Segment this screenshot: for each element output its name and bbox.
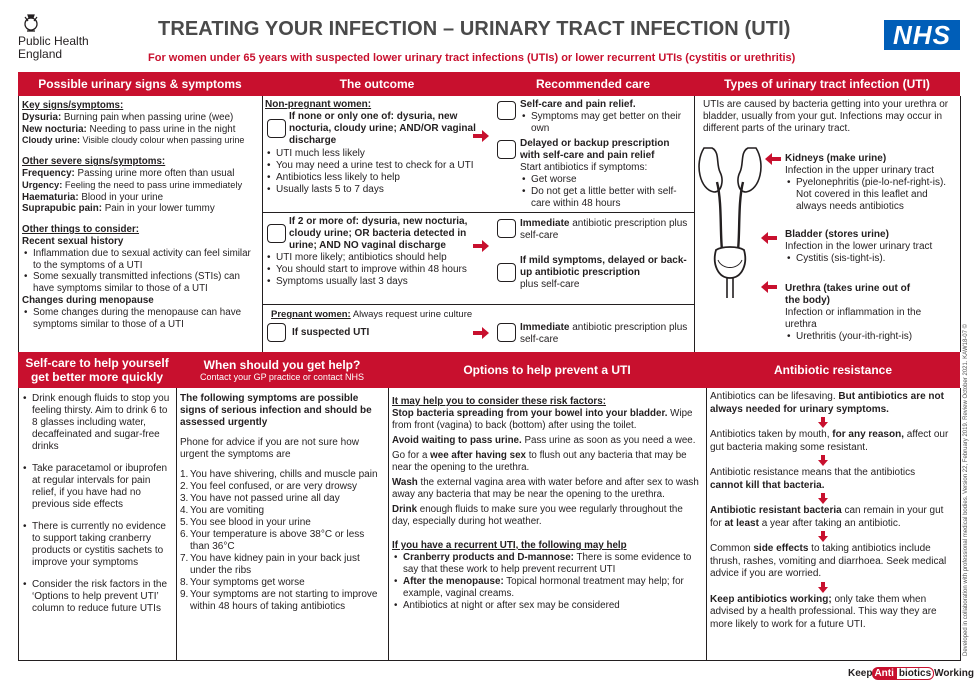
list-item: • After the menopause: Topical hormonal treatment may help; for example, vaginal creams. [392,576,702,600]
list-item: 3. You have not passed urine all day [180,493,340,504]
list-item: • Drink enough fluids to stop you feeling thirsty. Aim to drink 6 to 8 glasses including water, decaffeinated and sugar-free drinks [21,393,174,453]
prevent-section [392,396,702,612]
outcome-pregnant: Pregnant women: Always request urine culture [271,309,473,320]
help-section [180,393,386,613]
org-name-line2: England [18,47,63,61]
list-item: • Urethritis (your-ith-right-is) [785,331,925,343]
arrow-down-icon [818,531,828,542]
col-header-prevent: Options to help prevent a UTI [388,352,706,388]
resistance-section [710,391,950,631]
col-header-signs: Possible urinary signs & symptoms [18,72,262,96]
col-header-help: When should you get help? Contact your GP practice or contact NHS [176,352,388,388]
list-item: • UTI more likely; antibiotics should help [265,252,489,264]
care-selfcare: Self-care and pain relief. • Symptoms may get better on their own [520,99,692,135]
list-item: 5. You see blood in your urine [180,517,311,528]
arrow-right-icon [473,130,489,142]
arrow-down-icon [818,417,828,428]
list-item: • There is currently no evidence to support taking cranberry products or cystitis sachets to improve your symptoms [21,521,174,569]
checkbox-care3[interactable] [497,219,516,238]
resistance-step: Antibiotics taken by mouth, for any reason, affect our gut bacteria making some resistant. [710,429,949,453]
resistance-step: Common side effects to taking antibiotics include thrush, rashes, vomiting and diarrhoea. Seek medical advice if you are worried. [710,543,947,579]
list-item: 7. You have kidney pain in your back just under the ribs [180,553,360,576]
arrow-right-icon [473,240,489,252]
list-item: • Consider the risk factors in the ‘Options to help prevent UTI’ column to reduce future UTIs [21,579,174,615]
checkbox-care2[interactable] [497,140,516,159]
nhs-logo: NHS [884,20,960,50]
page-subtitle: For women under 65 years with suspected lower urinary tract infections (UTIs) or lower recurrent UTIs (cystitis or urethritis) [148,52,796,64]
key-sign-item: Cloudy urine: Visible cloudy colour when passing urine [22,135,245,146]
key-sign-item: Dysuria: Burning pain when passing urine (wee) [22,111,234,123]
types-bladder: Bladder (stores urine) Infection in the lower urinary tract • Cystitis (sis-tight-is). [785,229,953,265]
arrow-down-icon [818,582,828,593]
help-warning: The following symptoms are possible signs of serious infection and should be assessed urgently [180,393,372,428]
sexual-history-heading: Recent sexual history [22,235,124,247]
case2-title: If 2 or more of: dysuria, new nocturia, cloudy urine; OR bacteria detected in urine; AND NO vaginal discharge [289,216,468,251]
list-item: • Some changes during the menopause can have symptoms similar to those of a UTI [22,307,260,331]
care-mild: If mild symptoms, delayed or back-up antibiotic prescription plus self-care [520,255,687,290]
checkbox-care5[interactable] [497,323,516,342]
list-item: • Symptoms usually last 3 days [265,276,489,288]
col-header-selfcare: Self-care to help yourself get better more quickly [18,352,176,388]
phe-logo [18,12,108,62]
list-item: • Cranberry products and D-mannose: There is some evidence to say that these work to help prevent recurrent UTI [392,552,702,576]
severe-sign-item: Suprapubic pain: Pain in your lower tummy [22,203,215,215]
recurrent-heading: If you have a recurrent UTI, the following may help [392,540,627,551]
list-item: • Antibiotics less likely to help [265,172,489,184]
list-item: 1. You have shivering, chills and muscle pain [180,469,378,480]
risk-factors-heading: It may help you to consider these risk factors: [392,396,606,407]
list-item: • Inflammation due to sexual activity can feel similar to the symptoms of a UTI [22,248,260,272]
arrow-left-icon [757,281,781,293]
col-header-outcome: The outcome [262,72,492,96]
severe-sign-item: Urgency: Feeling the need to pass urine immediately [22,179,243,190]
checkbox-care4[interactable] [497,263,516,282]
list-item: • Usually lasts 5 to 7 days [265,184,489,196]
list-item: • You should start to improve within 48 hours [265,264,489,276]
outcome-case2 [265,216,489,288]
case1-title: If none or only one of: dysuria, new nocturia, cloudy urine; AND/OR vaginal discharge [289,111,476,146]
list-item: • Cystitis (sis-tight-is). [785,253,953,265]
selfcare-section [21,393,174,615]
key-signs-heading: Key signs/symptoms: [22,100,124,111]
case3-title: If suspected UTI [292,327,370,338]
resistance-step: Keep antibiotics working; only take them when advised by a health professional. This way they are more likely to work for a future UTI. [710,593,937,630]
care-immediate-1: Immediate antibiotic prescription plus self-care [520,218,688,241]
resistance-step: Antibiotic resistant bacteria can remain in your gut for at least a year after taking an antibiotic. [710,505,944,529]
list-item: • Do not get a little better with self-care within 48 hours [520,186,692,210]
types-intro: UTIs are caused by bacteria getting into your urethra or bladder, usually from your gut. Infections may occur in different parts of the urinary tract. [703,99,949,134]
severe-signs-heading: Other severe signs/symptoms: [22,156,166,168]
list-item: • Symptoms may get better on their own [520,111,692,135]
severe-sign-item: Haematuria: Blood in your urine [22,191,164,203]
help-intro: Phone for advice if you are not sure how urgent the symptoms are [180,437,359,460]
arrow-left-icon [757,232,781,244]
severe-sign-item: Frequency: Passing urine more often than usual [22,167,235,179]
col-header-types: Types of urinary tract infection (UTI) [694,72,960,96]
prevent-item: Drink enough fluids to make sure you wee regularly throughout the day, especially during hot weather. [392,504,683,527]
key-sign-item: New nocturia: Needing to pass urine in the night [22,123,236,135]
checkbox-case2[interactable] [267,224,286,243]
nonpregnant-heading: Non-pregnant women: [265,99,372,110]
arrow-down-icon [818,455,828,466]
types-urethra: Urethra (takes urine out of the body) Infection or inflammation in the urethra • Urethritis (your-ith-right-is) [785,283,925,343]
arrow-down-icon [818,493,828,504]
consider-heading: Other things to consider: [22,224,140,236]
col-header-resistance: Antibiotic resistance [706,352,960,388]
care-immediate-2: Immediate antibiotic prescription plus self-care [520,322,688,345]
list-item: 2. You feel confused, or are very drowsy [180,481,357,492]
keep-antibiotics-working-logo: Keep Anti biotics Working [848,668,974,679]
outcome-case1 [265,99,489,196]
list-item: • You may need a urine test to check for a UTI [265,160,489,172]
list-item: • Pyelonephritis (pie-lo-nef-right-is). Not covered in this leaflet and always needs antibiotics [785,177,953,213]
prevent-item: Go for a wee after having sex to flush out any bacteria that may be near the opening to the urethra. [392,450,687,473]
list-item: • Get worse [520,174,692,186]
list-item: • Some sexually transmitted infections (STIs) can have symptoms similar to those of a UTI [22,271,260,295]
resistance-step: Antibiotics can be lifesaving. But antibiotics are not always needed for urinary symptoms. [710,391,944,415]
signs-section [22,100,260,330]
version-note: Developed in collaboration with professional medical bodies. Version 22, February 2019. Review October 2021. KAW18-07 © [963,323,969,656]
types-kidneys: Kidneys (make urine) Infection in the upper urinary tract • Pyelonephritis (pie-lo-nef-right-is). Not covered in this leaflet and always needs antibiotics [785,153,953,213]
prevent-item: Stop bacteria spreading from your bowel into your bladder. Wipe from front (vagina) to back (bottom) after using the toilet. [392,408,693,431]
list-item: 8. Your symptoms get worse [180,577,305,588]
care-delayed: Delayed or backup prescription with self-care and pain relief Start antibiotics if symptoms: • Get worse • Do not get a little better with self-care within 48 hours [520,138,692,210]
menopause-heading: Changes during menopause [22,294,154,306]
prevent-item: Wash the external vagina area with water before and after sex to wash away any bacteria that may be near the opening to the urethra. [392,477,699,500]
list-item: • Take paracetamol or ibuprofen at regular intervals for pain relief, if you have had no previous side effects [21,463,174,511]
page-title: TREATING YOUR INFECTION – URINARY TRACT INFECTION (UTI) [158,18,791,40]
resistance-step: Antibiotic resistance means that the antibiotics cannot kill that bacteria. [710,467,916,491]
arrow-right-icon [473,327,489,339]
prevent-item: Avoid waiting to pass urine. Pass urine as soon as you need a wee. [392,435,696,446]
org-name-line1: Public Health [18,34,89,48]
list-item: • UTI much less likely [265,148,489,160]
col-header-care: Recommended care [492,72,694,96]
checkbox-care1[interactable] [497,101,516,120]
list-item: 9. Your symptoms are not starting to improve within 48 hours of taking antibiotics [180,589,378,612]
urinary-tract-diagram [698,142,762,302]
checkbox-case1[interactable] [267,119,286,138]
crest-icon [20,12,42,34]
list-item: • Antibiotics at night or after sex may be considered [392,600,702,612]
checkbox-case3[interactable] [267,323,286,342]
list-item: 6. Your temperature is above 38°C or less than 36°C [180,529,365,552]
list-item: 4. You are vomiting [180,505,265,516]
arrow-left-icon [763,153,783,165]
